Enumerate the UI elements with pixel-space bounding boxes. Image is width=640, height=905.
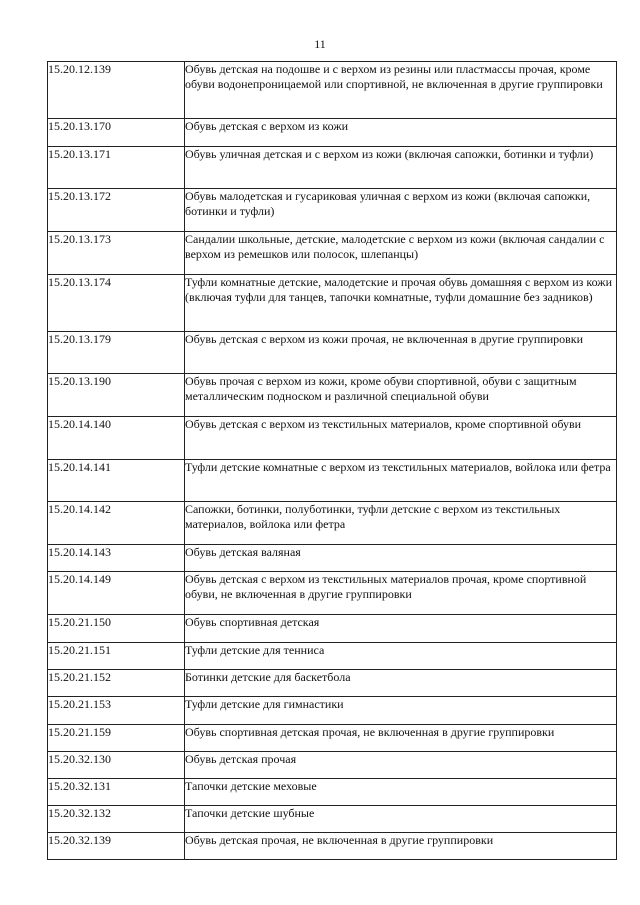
table-row — [48, 697, 617, 725]
row-description: Сапожки, ботинки, полуботинки, туфли детские с верхом из текстильных материалов, войлока или фетра — [185, 502, 617, 545]
table-row — [48, 545, 617, 572]
table-row — [48, 119, 617, 147]
row-code: 15.20.21.151 — [48, 643, 185, 670]
row-code: 15.20.21.150 — [48, 615, 185, 643]
row-description: Ботинки детские для баскетбола — [185, 670, 617, 697]
row-description: Обувь спортивная детская — [185, 615, 617, 643]
row-code: 15.20.32.139 — [48, 833, 185, 860]
row-description: Сандалии школьные, детские, малодетские с верхом из кожи (включая сандалии с верхом из ремешков или полосок, шлепанцы) — [185, 232, 617, 275]
row-code: 15.20.13.170 — [48, 119, 185, 147]
row-code: 15.20.21.152 — [48, 670, 185, 697]
row-description: Обувь малодетская и гусариковая уличная с верхом из кожи (включая сапожки, ботинки и туфли) — [185, 189, 617, 232]
table-row — [48, 232, 617, 275]
row-description: Туфли детские комнатные с верхом из текстильных материалов, войлока или фетра — [185, 460, 617, 502]
row-description: Обувь уличная детская и с верхом из кожи (включая сапожки, ботинки и туфли) — [185, 147, 617, 189]
row-description: Обувь детская прочая — [185, 752, 617, 779]
row-description: Обувь детская прочая, не включенная в другие группировки — [185, 833, 617, 860]
table-row — [48, 62, 617, 119]
row-code: 15.20.13.172 — [48, 189, 185, 232]
table-row — [48, 833, 617, 860]
row-code: 15.20.13.190 — [48, 374, 185, 417]
table-row — [48, 275, 617, 332]
row-code: 15.20.13.179 — [48, 332, 185, 374]
table-row — [48, 502, 617, 545]
code-table — [47, 61, 617, 860]
table-row — [48, 147, 617, 189]
row-code: 15.20.14.141 — [48, 460, 185, 502]
row-code: 15.20.13.173 — [48, 232, 185, 275]
row-code: 15.20.32.131 — [48, 779, 185, 806]
row-description: Обувь прочая с верхом из кожи, кроме обуви спортивной, обуви с защитным металлическим подноском и различной специальной обуви — [185, 374, 617, 417]
row-description: Туфли детские для тенниса — [185, 643, 617, 670]
row-code: 15.20.32.130 — [48, 752, 185, 779]
table-row — [48, 643, 617, 670]
row-description: Обувь детская с верхом из кожи прочая, не включенная в другие группировки — [185, 332, 617, 374]
table-row — [48, 417, 617, 460]
row-code: 15.20.13.174 — [48, 275, 185, 332]
row-description: Обувь детская валяная — [185, 545, 617, 572]
table-row — [48, 725, 617, 752]
table-row — [48, 332, 617, 374]
table-row — [48, 806, 617, 833]
table-row — [48, 615, 617, 643]
row-code: 15.20.13.171 — [48, 147, 185, 189]
table-row — [48, 189, 617, 232]
page-number: 11 — [314, 37, 326, 51]
row-code: 15.20.14.143 — [48, 545, 185, 572]
row-code: 15.20.14.149 — [48, 572, 185, 615]
row-description: Тапочки детские меховые — [185, 779, 617, 806]
row-description: Обувь детская с верхом из текстильных материалов прочая, кроме спортивной обуви, не включенная в другие группировки — [185, 572, 617, 615]
row-code: 15.20.14.142 — [48, 502, 185, 545]
row-code: 15.20.21.159 — [48, 725, 185, 752]
row-description: Тапочки детские шубные — [185, 806, 617, 833]
table-row — [48, 670, 617, 697]
row-code: 15.20.21.153 — [48, 697, 185, 725]
row-description: Обувь спортивная детская прочая, не включенная в другие группировки — [185, 725, 617, 752]
row-code: 15.20.12.139 — [48, 62, 185, 119]
table-row — [48, 572, 617, 615]
row-description: Обувь детская с верхом из текстильных материалов, кроме спортивной обуви — [185, 417, 617, 460]
row-code: 15.20.32.132 — [48, 806, 185, 833]
row-code: 15.20.14.140 — [48, 417, 185, 460]
row-description: Обувь детская на подошве и с верхом из резины или пластмассы прочая, кроме обуви водонепроницаемой или спортивной, не включенная в другие группировки — [185, 62, 617, 119]
table-row — [48, 752, 617, 779]
table-row — [48, 460, 617, 502]
row-description: Туфли комнатные детские, малодетские и прочая обувь домашняя с верхом из кожи (включая туфли для танцев, тапочки комнатные, туфли домашние без задников) — [185, 275, 617, 332]
row-description: Обувь детская с верхом из кожи — [185, 119, 617, 147]
table-row — [48, 374, 617, 417]
row-description: Туфли детские для гимнастики — [185, 697, 617, 725]
table-row — [48, 779, 617, 806]
